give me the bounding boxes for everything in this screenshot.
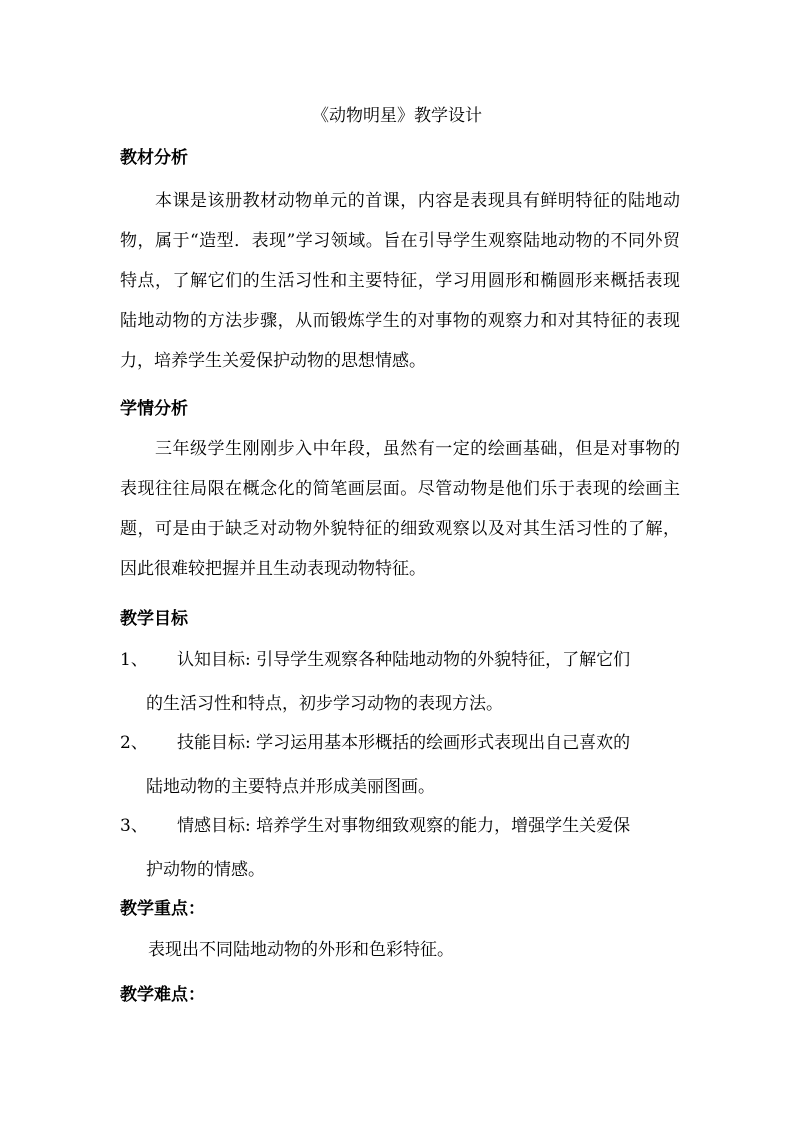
goal-continuation: 护动物的情感。 — [146, 860, 265, 880]
goal-item-skill — [120, 721, 680, 809]
goal-first-line: 认知目标: 引导学生观察各种陆地动物的外貌特征，了解它们 — [177, 650, 631, 670]
goal-continuation: 的生活习性和特点，初步学习动物的表现方法。 — [146, 694, 503, 714]
goal-first-line: 技能目标: 学习运用基本形概括的绘画形式表现出自己喜欢的 — [177, 733, 631, 753]
material-analysis-paragraph: 本课是该册教材动物单元的首课，内容是表现具有鲜明特征的陆地动物，属于“造型．表现”学习领域。旨在引导学生观察陆地动物的不同外贸特点，了解它们的生活习性和主要特征，学习用圆形和椭圆形来概括表现陆地动物的方法步骤，从而锻炼学生的对事物的观察力和对其特征的表现力，培养学生关爱保护动物的思想情感。 — [120, 191, 680, 371]
section-heading-key-points: 教学重点： — [120, 899, 205, 919]
goal-item-cognitive — [120, 638, 680, 726]
key-points-text: 表现出不同陆地动物的外形和色彩特征。 — [148, 940, 454, 960]
section-heading-student-analysis: 学情分析 — [120, 399, 188, 419]
section-heading-material-analysis: 教材分析 — [120, 148, 188, 168]
goal-continuation: 陆地动物的主要特点并形成美丽图画。 — [146, 777, 435, 797]
goal-number: 1、 — [120, 650, 148, 670]
document-title: 《动物明星》教学设计 — [312, 106, 482, 126]
student-analysis-paragraph: 三年级学生刚刚步入中年段，虽然有一定的绘画基础，但是对事物的表现往往局限在概念化的简笔画层面。尽管动物是他们乐于表现的绘画主题，可是由于缺乏对动物外貌特征的细致观察以及对其生活习性的了解，因此很难较把握并且生动表现动物特征。 — [120, 439, 680, 579]
goal-first-line: 情感目标: 培养学生对事物细致观察的能力，增强学生关爱保 — [177, 816, 631, 836]
section-heading-difficulties: 教学难点： — [120, 985, 205, 1005]
goal-number: 2、 — [120, 733, 148, 753]
goal-number: 3、 — [120, 816, 148, 836]
goal-item-emotion — [120, 804, 680, 892]
section-heading-teaching-goals: 教学目标 — [120, 609, 188, 629]
